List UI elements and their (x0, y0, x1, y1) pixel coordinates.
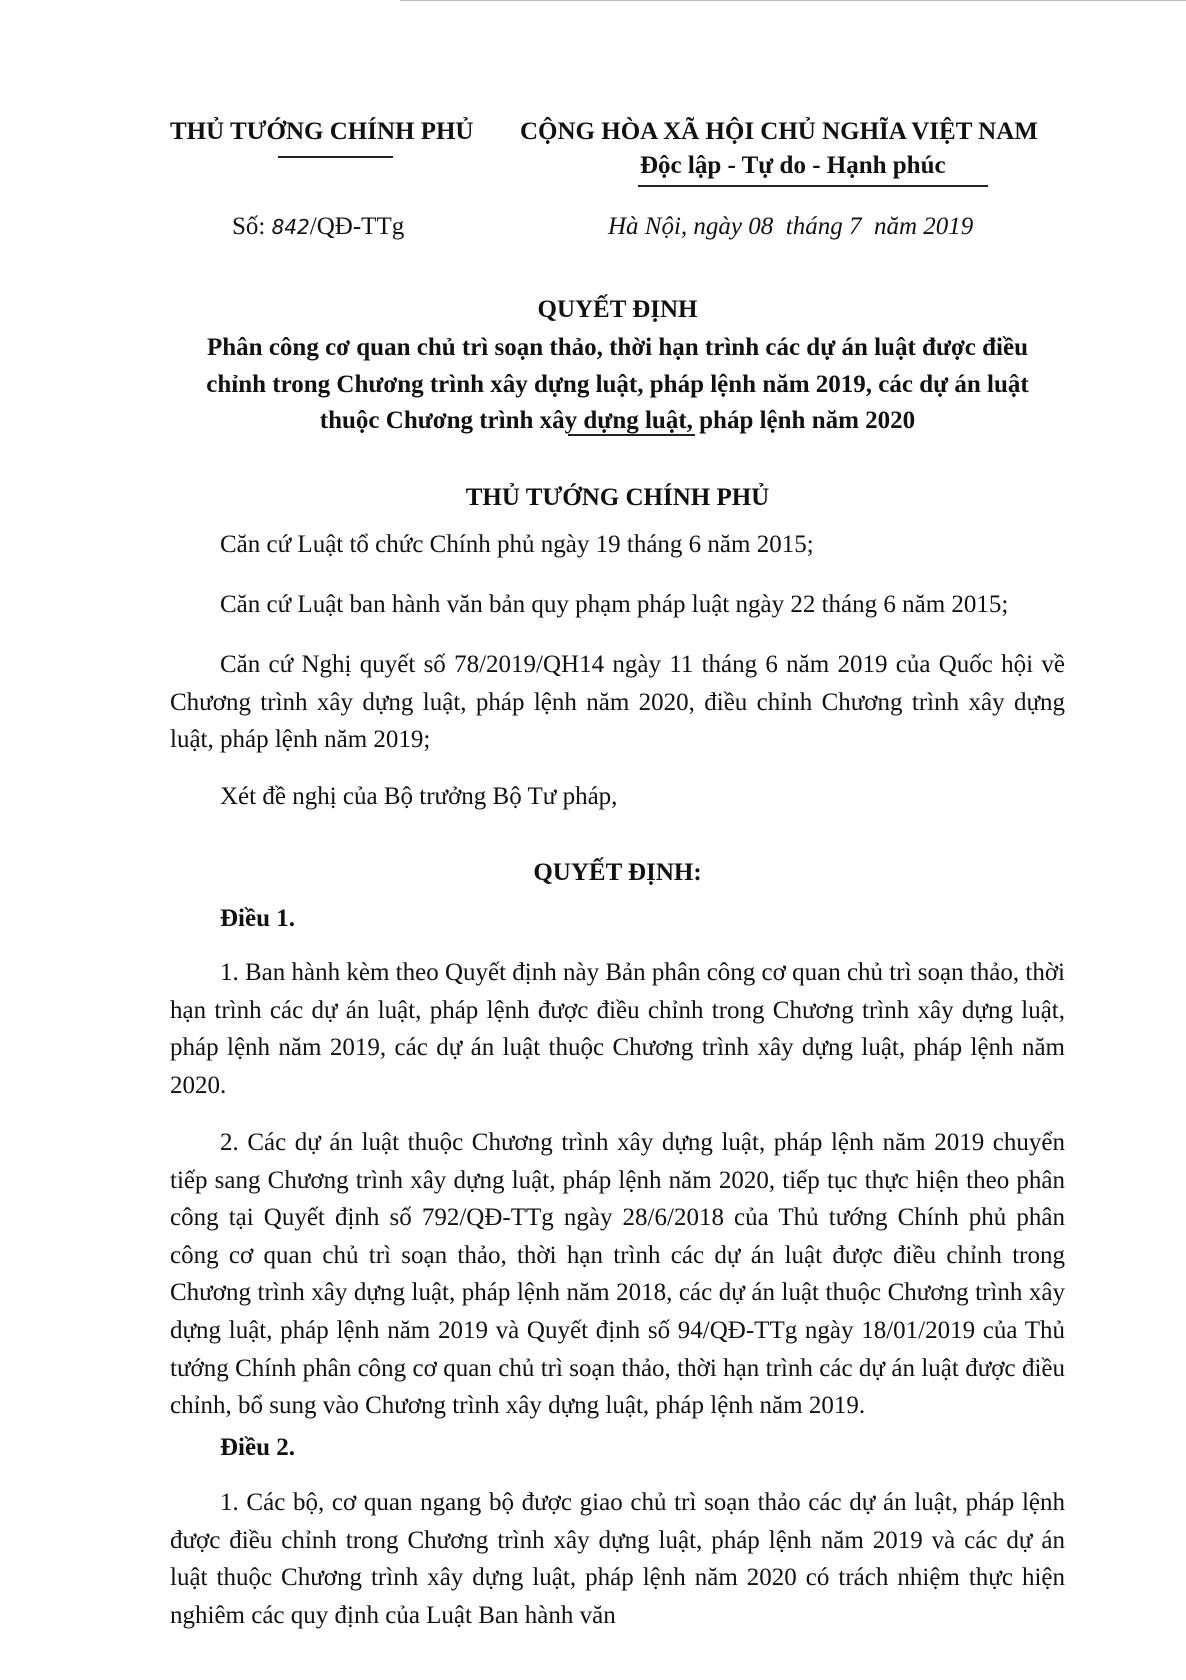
document-number (232, 213, 404, 241)
article-title: Điều 2. (220, 1434, 295, 1461)
number-prefix: Số: (232, 213, 266, 240)
decision-heading: QUYẾT ĐỊNH: (533, 859, 702, 886)
preamble-item: Căn cứ Luật tổ chức Chính phủ ngày 19 tháng 6 năm 2015; (220, 531, 814, 558)
scan-edge-line (400, 0, 1186, 1)
number-suffix: /QĐ-TTg (309, 213, 405, 240)
place-date: Hà Nội, ngày 08 tháng 7 năm 2019 (608, 213, 974, 240)
preamble-item: Xét đề nghị của Bộ trưởng Bộ Tư pháp, (220, 783, 618, 810)
article-paragraph: 2. Các dự án luật thuộc Chương trình xây dựng luật, pháp lệnh năm 2019 chuyển tiếp sang Chương trình xây dựng luật, pháp lệnh năm 2020, tiếp tục thực hiện theo phân công tại Quyết định số 792/QĐ-TTg ngày 28/6/2018 của Thủ tướng Chính phủ phân công cơ quan chủ trì soạn thảo, thời hạn trình các dự án luật được điều chỉnh trong Chương trình xây dựng luật, pháp lệnh năm 2018, các dự án luật thuộc Chương trình xây dựng luật, pháp lệnh năm 2019 và Quyết định số 94/QĐ-TTg ngày 18/01/2019 của Thủ tướng Chính phân công cơ quan chủ trì soạn thảo, thời hạn trình các dự án luật được điều chỉnh, bổ sung vào Chương trình xây dựng luật, pháp lệnh năm 2019. (170, 1129, 1065, 1420)
issuing-authority: THỦ TƯỚNG CHÍNH PHỦ (465, 484, 770, 511)
preamble-item: Căn cứ Nghị quyết số 78/2019/QH14 ngày 11 tháng 6 năm 2019 của Quốc hội về Chương trình xây dựng luật, pháp lệnh năm 2020, điều chỉnh Chương trình xây dựng luật, pháp lệnh năm 2019; (170, 651, 1065, 754)
issuing-agency: THỦ TƯỚNG CHÍNH PHỦ (170, 118, 474, 145)
document-subtitle: Phân công cơ quan chủ trì soạn thảo, thời hạn trình các dự án luật được điều chỉnh trong Chương trình xây dựng luật, pháp lệnh năm 2019, các dự án luật thuộc Chương trình xây dựng luật, pháp lệnh năm 2020 (206, 334, 1029, 434)
subtitle-underline (568, 434, 695, 436)
document-heading: QUYẾT ĐỊNH (537, 296, 698, 323)
article-paragraph: 1. Các bộ, cơ quan ngang bộ được giao chủ trì soạn thảo các dự án luật, pháp lệnh được điều chỉnh trong Chương trình xây dựng luật, pháp lệnh năm 2019 và các dự án luật thuộc Chương trình xây dựng luật, pháp lệnh năm 2020 có trách nhiệm thực hiện nghiêm các quy định của Luật Ban hành văn (170, 1489, 1065, 1629)
article-paragraph: 1. Ban hành kèm theo Quyết định này Bản phân công cơ quan chủ trì soạn thảo, thời hạn trình các dự án luật, pháp lệnh được điều chỉnh trong Chương trình xây dựng luật, pháp lệnh năm 2019, các dự án luật thuộc Chương trình xây dựng luật, pháp lệnh năm 2020. (170, 959, 1066, 1099)
agency-underline (278, 156, 393, 158)
national-motto: Độc lập - Tự do - Hạnh phúc (640, 152, 946, 179)
motto-underline (638, 185, 988, 187)
handwritten-number: 842 (271, 215, 310, 239)
preamble-item: Căn cứ Luật ban hành văn bản quy phạm pháp luật ngày 22 tháng 6 năm 2015; (220, 591, 1009, 618)
country-name: CỘNG HÒA XÃ HỘI CHỦ NGHĨA VIỆT NAM (520, 118, 1038, 145)
article-title: Điều 1. (220, 905, 295, 932)
